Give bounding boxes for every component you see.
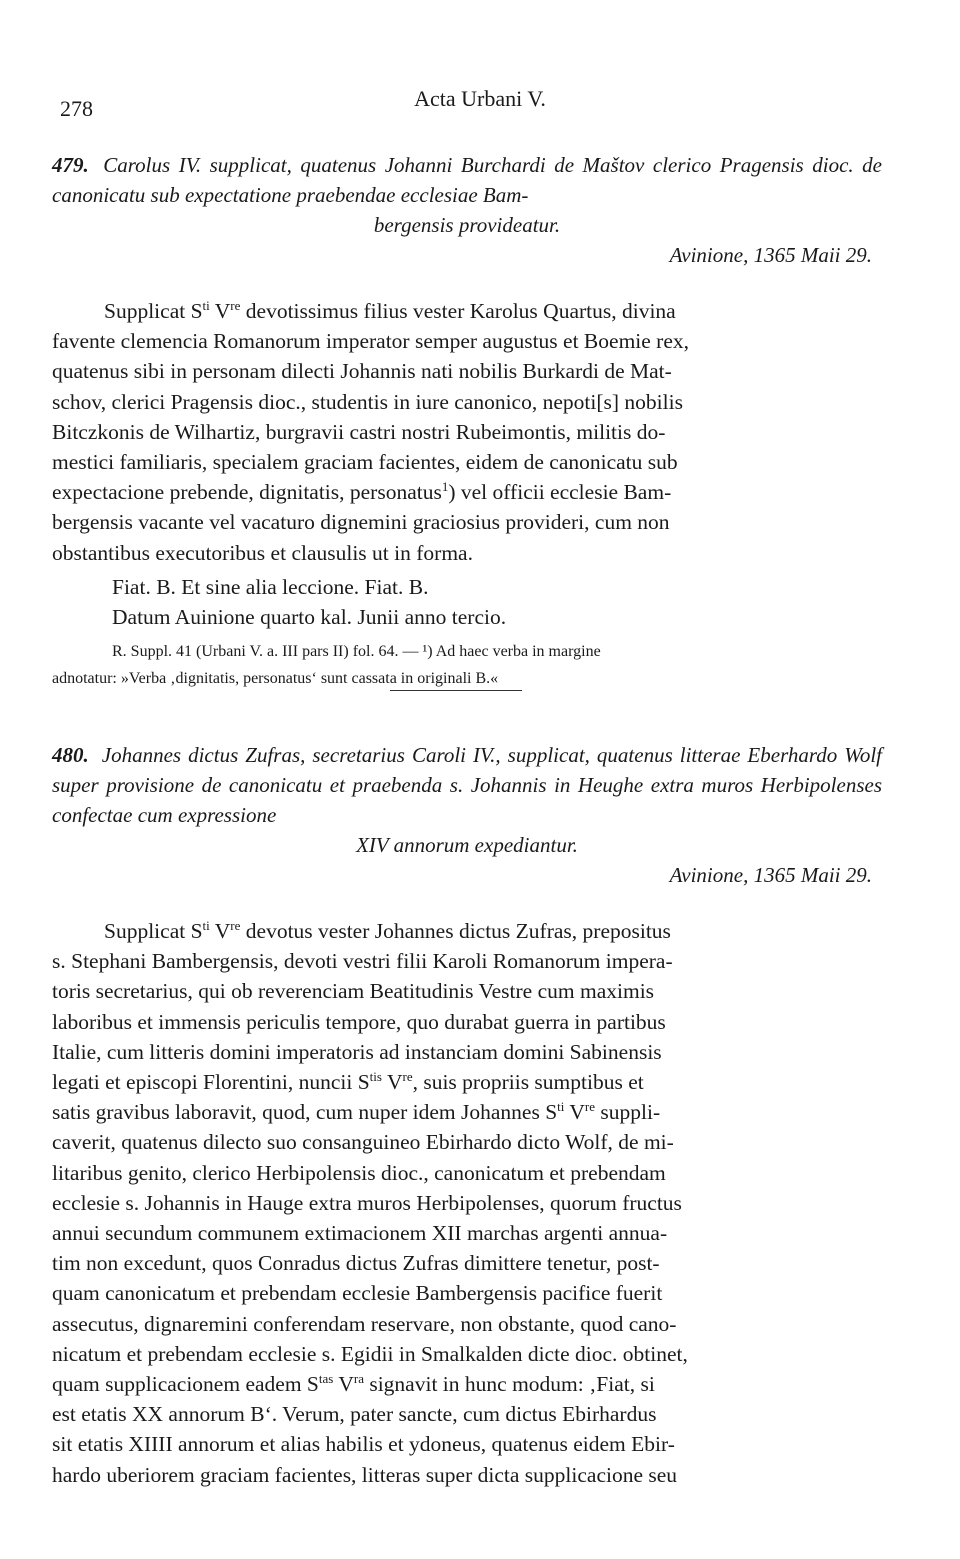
text-line: quam canonicatum et prebendam ecclesie Bambergensis pacifice fuerit	[52, 1281, 663, 1306]
text-fragment: V	[209, 919, 231, 943]
text-line: litaribus genito, clerico Herbipolensis dioc., canonicatum et prebendam	[52, 1160, 666, 1185]
datum-line: Datum Auinione quarto kal. Junii anno tercio.	[112, 604, 507, 629]
text-line	[52, 477, 882, 507]
text-fragment: suppli-	[595, 1100, 661, 1125]
text-line: est etatis XX annorum B‘. Verum, pater sancte, cum dictus Ebirhardus	[52, 1402, 657, 1427]
superscript: ti	[557, 1099, 565, 1115]
superscript: re	[402, 1068, 413, 1084]
text-line: toris secretarius, qui ob reverenciam Beatitudinis Vestre cum maximis	[52, 979, 655, 1004]
text-line	[52, 1369, 882, 1399]
text-line: assecutus, dignaremini conferendam reservare, non obstante, quod cano-	[52, 1311, 677, 1336]
text-line: Italie, cum litteris domini imperatoris ad instanciam domini Sabinensis	[52, 1039, 662, 1064]
text-fragment: V	[381, 1070, 403, 1095]
entry-number: 480.	[52, 743, 89, 767]
text-line	[52, 1097, 882, 1127]
text-fragment: quam supplicacionem eadem S	[52, 1372, 319, 1397]
text-line: s. Stephani Bambergensis, devoti vestri filii Karoli Romanorum impera-	[52, 949, 673, 974]
text-line: tim non excedunt, quos Conradus dictus Zufras dimittere tenetur, post-	[52, 1251, 660, 1276]
text-line: laboribus et immensis periculis tempore, quo durabat guerra in partibus	[52, 1009, 666, 1034]
entry-480	[52, 740, 882, 1490]
page-header	[60, 86, 900, 126]
superscript: re	[230, 917, 241, 933]
entry-heading-last-line: XIV annorum expediantur.	[356, 833, 578, 857]
text-line: schov, clerici Pragensis dioc., studentis in iure canonico, nepoti[s] nobilis	[52, 389, 683, 414]
text-fragment: , suis propriis sumptibus et	[412, 1070, 644, 1095]
text-line: mestici familiaris, specialem graciam facientes, eidem de canonicatu sub	[52, 450, 678, 475]
text-line: Bitczkonis de Wilhartiz, burgravii castri nostri Rubeimontis, militis do-	[52, 419, 666, 444]
superscript: re	[230, 297, 241, 313]
superscript: ra	[353, 1370, 364, 1386]
section-divider	[390, 690, 522, 691]
text-line: bergensis vacante vel vacaturo dignemini graciosius provideri, cum non	[52, 510, 670, 535]
text-line	[52, 1067, 882, 1097]
text-fragment: V	[209, 299, 231, 323]
footnote-line: adnotatur: »Verba ‚dignitatis, personatus‘ sunt cassata in originali B.«	[52, 669, 499, 687]
entry-date: Avinione, 1365 Maii 29.	[669, 863, 872, 887]
text-fragment: V	[333, 1372, 354, 1397]
text-fragment: ) vel officii ecclesie Bam-	[448, 480, 672, 505]
footnote	[52, 638, 882, 692]
footnote-line: R. Suppl. 41 (Urbani V. a. III pars II) fol. 64. — ¹) Ad haec verba in margine	[112, 642, 601, 660]
entry-heading	[52, 740, 882, 860]
running-title: Acta Urbani V.	[414, 86, 546, 111]
entry-479	[52, 150, 882, 692]
text-fragment: devotissimus filius vester Karolus Quartus, divina	[240, 299, 676, 323]
entry-number: 479.	[52, 153, 89, 177]
text-fragment: V	[564, 1100, 585, 1125]
superscript: tas	[318, 1370, 334, 1386]
text-line: quatenus sibi in personam dilecti Johannis nati nobilis Burkardi de Mat-	[52, 359, 672, 384]
superscript: re	[584, 1099, 596, 1115]
page-number: 278	[60, 96, 93, 121]
text-fragment: Supplicat S	[104, 919, 203, 943]
fiat-line: Fiat. B. Et sine alia leccione. Fiat. B.	[112, 574, 429, 599]
entry-heading-text: Carolus IV. supplicat, quatenus Johanni Burchardi de Maštov clerico Pragensis dioc. de canonicatu sub expectatione praebendae ecclesiae Bam-	[52, 153, 882, 207]
supplication-text	[52, 296, 882, 568]
supplication-text	[52, 916, 882, 1490]
text-fragment: devotus vester Johannes dictus Zufras, prepositus	[240, 919, 671, 943]
text-fragment: satis gravibus laboravit, quod, cum nuper idem Johannes S	[52, 1100, 558, 1125]
text-line	[52, 916, 882, 946]
text-fragment: legati et episcopi Florentini, nuncii S	[52, 1070, 370, 1095]
superscript: tis	[369, 1068, 382, 1084]
text-fragment: signavit in hunc modum: ‚Fiat, si	[363, 1372, 655, 1397]
entry-date: Avinione, 1365 Maii 29.	[669, 243, 872, 267]
text-fragment: expectacione prebende, dignitatis, personatus	[52, 480, 442, 505]
text-line	[52, 296, 882, 326]
text-line: nicatum et prebendam ecclesie s. Egidii in Smalkalden dicte dioc. obtinet,	[52, 1341, 688, 1366]
superscript: 1	[441, 479, 449, 495]
text-line: annui secundum communem extimacionem XII marchas argenti annua-	[52, 1221, 668, 1246]
text-line: sit etatis XIIII annorum et alias habilis et ydoneus, quatenus eidem Ebir-	[52, 1432, 675, 1457]
text-line: favente clemencia Romanorum imperator semper augustus et Boemie rex,	[52, 329, 690, 354]
text-line: obstantibus executoribus et clausulis ut in forma.	[52, 540, 473, 565]
text-line: hardo uberiorem graciam facientes, litteras super dicta supplicacione seu	[52, 1462, 678, 1487]
text-line: ecclesie s. Johannis in Hauge extra muros Herbipolenses, quorum fructus	[52, 1190, 682, 1215]
entry-heading	[52, 150, 882, 240]
superscript: ti	[202, 917, 210, 933]
entry-heading-last-line: bergensis provideatur.	[373, 213, 561, 237]
text-fragment: Supplicat S	[104, 299, 203, 323]
entry-heading-text: Johannes dictus Zufras, secretarius Caroli IV., supplicat, quatenus litterae Eberhardo Wolf super provisione de canonicatu et praebenda s. Johannis in Heughe extra muros Herbipolenses confectae cum expressione	[52, 743, 882, 827]
text-line: caverit, quatenus dilecto suo consanguineo Ebirhardo dicto Wolf, de mi-	[52, 1130, 674, 1155]
superscript: ti	[202, 297, 210, 313]
